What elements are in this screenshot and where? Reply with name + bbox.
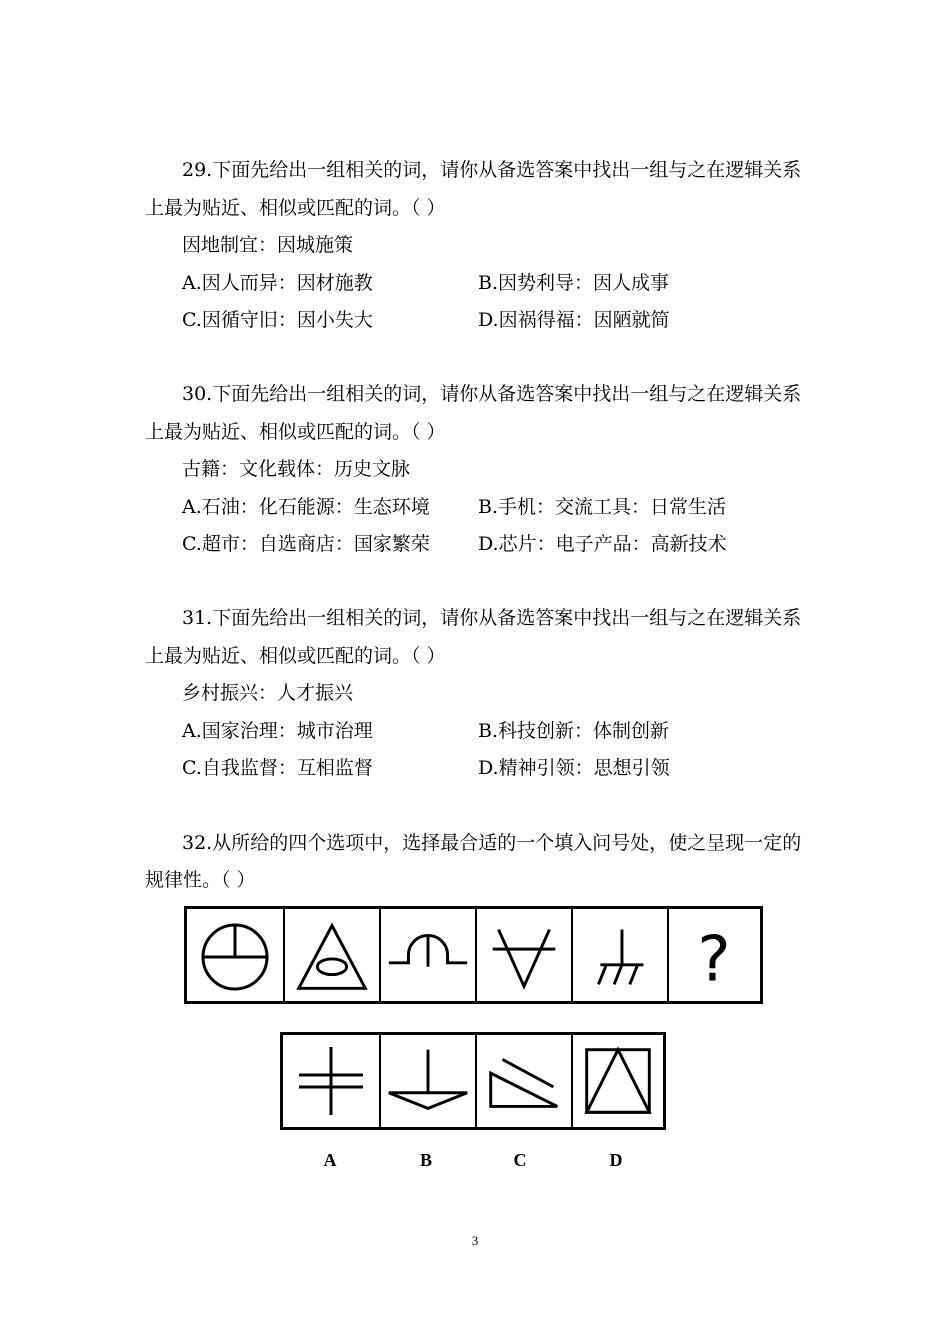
question-mark-figure: [669, 909, 760, 1001]
page-number: 3: [471, 1233, 479, 1248]
q29-option-a: A.因人而异：因材施教: [182, 272, 373, 294]
q31-text-cont: 上最为贴近、相似或匹配的词。（ ）: [145, 645, 446, 667]
v-bar-figure: [477, 909, 571, 1001]
q31-text: 31.下面先给出一组相关的词，请你从备选答案中找出一组与之在逻辑关系: [182, 607, 802, 629]
q30-option-a: A.石油：化石能源：生态环境: [182, 496, 430, 518]
question-figure-row: [184, 906, 763, 1004]
q29-text: 29.下面先给出一组相关的词，请你从备选答案中找出一组与之在逻辑关系: [182, 159, 802, 181]
q31-option-b: B.科技创新：体制创新: [478, 720, 670, 742]
right-triangle-figure: [477, 1035, 571, 1127]
option-label-a: A: [323, 1150, 337, 1170]
q30-option-c: C.超市：自选商店：国家繁荣: [182, 533, 430, 555]
q29-text-cont: 上最为贴近、相似或匹配的词。（ ）: [145, 197, 446, 219]
ground-symbol-figure: [573, 909, 667, 1001]
question-mark: ?: [697, 922, 731, 996]
q29-option-b: B.因势利导：因人成事: [478, 272, 670, 294]
figure-5: [571, 909, 667, 1001]
q31-option-a: A.国家治理：城市治理: [182, 720, 373, 742]
funnel-figure: [381, 1035, 475, 1127]
q31-option-c: C.自我监督：互相监督: [182, 757, 373, 779]
q31-option-d: D.精神引领：思想引领: [478, 757, 670, 779]
q32-text: 32.从所给的四个选项中，选择最合适的一个填入问号处，使之呈现一定的: [182, 832, 802, 854]
q29-stem: 因地制宜：因城施策: [182, 234, 354, 256]
figure-2: [283, 909, 379, 1001]
triangle-oval-figure: [285, 909, 379, 1001]
option-label-c: C: [513, 1150, 527, 1170]
options-figure-row: [280, 1032, 666, 1130]
q29-option-c: C.因循守旧：因小失大: [182, 309, 373, 331]
figure-4: [475, 909, 571, 1001]
q29-option-d: D.因祸得福：因陋就简: [478, 309, 670, 331]
q32-text-cont: 规律性。（ ）: [145, 869, 256, 891]
option-figure-d[interactable]: [571, 1035, 663, 1127]
circle-quadrant-figure: [187, 909, 283, 1001]
cross-double-bar-figure: [283, 1035, 379, 1127]
q30-stem: 古籍：文化载体：历史文脉: [182, 458, 411, 480]
q30-option-d: D.芯片：电子产品：高新技术: [478, 533, 727, 555]
q31-stem: 乡村振兴：人才振兴: [182, 682, 354, 704]
figure-3: [379, 909, 475, 1001]
figure-6-unknown: [667, 909, 760, 1001]
option-figure-a[interactable]: [283, 1035, 379, 1127]
option-label-b: B: [419, 1150, 432, 1170]
square-triangle-figure: [573, 1035, 663, 1127]
q30-text-cont: 上最为贴近、相似或匹配的词。（ ）: [145, 421, 446, 443]
option-label-d: D: [609, 1150, 623, 1170]
option-figure-c[interactable]: [475, 1035, 571, 1127]
figure-1: [187, 909, 283, 1001]
option-figure-b[interactable]: [379, 1035, 475, 1127]
arch-figure: [381, 909, 475, 1001]
q30-text: 30.下面先给出一组相关的词，请你从备选答案中找出一组与之在逻辑关系: [182, 383, 802, 405]
q30-option-b: B.手机：交流工具：日常生活: [478, 496, 727, 518]
